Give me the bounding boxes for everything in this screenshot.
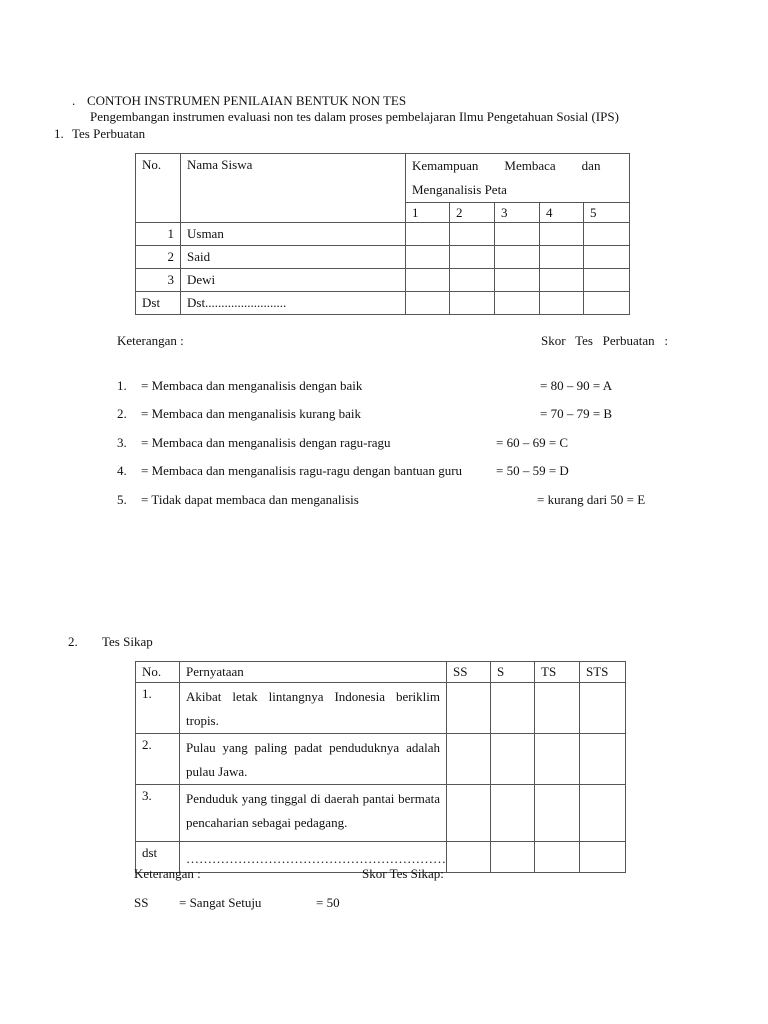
table-row [136, 734, 626, 785]
col-statement-header: Pernyataan [180, 662, 447, 683]
student-name: Dewi [181, 269, 406, 292]
legend1-num-1: 1. [117, 378, 127, 393]
score-cell[interactable] [406, 269, 450, 292]
legend1-score-5: = kurang dari 50 = E [537, 492, 646, 507]
table-row [136, 269, 630, 292]
document-title: CONTOH INSTRUMEN PENILAIAN BENTUK NON TES [87, 93, 407, 108]
score-cell[interactable] [495, 223, 540, 246]
table-header-row [136, 154, 630, 203]
answer-cell[interactable] [447, 683, 491, 734]
col-ss-header: SS [447, 662, 491, 683]
col-s-header: S [491, 662, 535, 683]
legend1-text-2: = Membaca dan menganalisis kurang baik [141, 406, 361, 421]
legend1-score-4: = 50 – 59 = D [496, 463, 569, 478]
legend1-num-5: 5. [117, 492, 127, 507]
legend1-num-3: 3. [117, 435, 127, 450]
score-header-2: 2 [450, 203, 495, 223]
col-no-header: No. [136, 662, 180, 683]
student-name: Usman [181, 223, 406, 246]
statement-text: Akibat letak lintangnya Indonesia beriklim tropis. [180, 683, 447, 734]
table-row [136, 292, 630, 315]
score-cell[interactable] [540, 269, 584, 292]
legend2-value: = 50 [316, 895, 340, 910]
statement-text: Pulau yang paling padat penduduknya adalah pulau Jawa. [180, 734, 447, 785]
answer-cell[interactable] [491, 785, 535, 842]
col-skill-line2: Menganalisis Peta [412, 182, 507, 197]
row-number: 1 [136, 223, 181, 246]
score1-label: Skor Tes Perbuatan : [541, 333, 669, 348]
answer-cell[interactable] [580, 842, 626, 873]
answer-cell[interactable] [580, 785, 626, 842]
table-header-row [136, 662, 626, 683]
score-cell[interactable] [540, 223, 584, 246]
answer-cell[interactable] [535, 842, 580, 873]
table-row [136, 683, 626, 734]
row-number: 2. [136, 734, 180, 785]
col-ts-header: TS [535, 662, 580, 683]
table-row [136, 223, 630, 246]
score-cell[interactable] [495, 246, 540, 269]
score-cell[interactable] [406, 223, 450, 246]
score2-label: Skor Tes Sikap: [362, 866, 444, 881]
legend1-text-4: = Membaca dan menganalisis ragu-ragu dengan bantuan guru [141, 463, 463, 478]
col-sts-header: STS [580, 662, 626, 683]
legend1-text-3: = Membaca dan menganalisis dengan ragu-ragu [141, 435, 391, 450]
row-number: 3 [136, 269, 181, 292]
score-cell[interactable] [450, 269, 495, 292]
legend1-label: Keterangan : [117, 333, 184, 348]
answer-cell[interactable] [535, 683, 580, 734]
title-bullet: . [72, 93, 76, 108]
legend1-score-3: = 60 – 69 = C [496, 435, 569, 450]
row-number: 1. [136, 683, 180, 734]
legend1-num-4: 4. [117, 463, 127, 478]
score-cell[interactable] [406, 246, 450, 269]
score-header-3: 3 [495, 203, 540, 223]
answer-cell[interactable] [491, 734, 535, 785]
answer-cell[interactable] [447, 734, 491, 785]
legend1-score-1: = 80 – 90 = A [540, 378, 613, 393]
legend2-text: = Sangat Setuju [179, 895, 262, 910]
answer-cell[interactable] [491, 683, 535, 734]
answer-cell[interactable] [535, 734, 580, 785]
row-number: dst [136, 842, 180, 873]
answer-cell[interactable] [580, 683, 626, 734]
row-number: 2 [136, 246, 181, 269]
student-name: Dst......................... [181, 292, 406, 315]
score-header-5: 5 [584, 203, 630, 223]
score-cell[interactable] [584, 223, 630, 246]
col-no-header: No. [136, 154, 181, 223]
legend1-text-1: = Membaca dan menganalisis dengan baik [141, 378, 363, 393]
score-cell[interactable] [584, 292, 630, 315]
score-cell[interactable] [495, 292, 540, 315]
score-cell[interactable] [540, 246, 584, 269]
answer-cell[interactable] [580, 734, 626, 785]
score-cell[interactable] [406, 292, 450, 315]
score-header-4: 4 [540, 203, 584, 223]
row-number: Dst [136, 292, 181, 315]
document-subtitle: Pengembangan instrumen evaluasi non tes dalam proses pembelajaran Ilmu Pengetahuan Sosial (IPS) [90, 109, 619, 124]
tes-sikap-table [135, 661, 626, 873]
score-cell[interactable] [584, 269, 630, 292]
legend1-num-2: 2. [117, 406, 127, 421]
legend2-label: Keterangan : [134, 866, 201, 881]
legend1-text-5: = Tidak dapat membaca dan menganalisis [141, 492, 359, 507]
col-name-header: Nama Siswa [181, 154, 406, 223]
score-cell[interactable] [450, 246, 495, 269]
answer-cell[interactable] [491, 842, 535, 873]
answer-cell[interactable] [447, 785, 491, 842]
row-number: 3. [136, 785, 180, 842]
legend1-score-2: = 70 – 79 = B [540, 406, 613, 421]
answer-cell[interactable] [535, 785, 580, 842]
score-cell[interactable] [450, 292, 495, 315]
col-skill-line1: Kemampuan Membaca dan [412, 158, 601, 173]
section2-number: 2. [68, 634, 78, 649]
section2-heading: Tes Sikap [102, 634, 153, 649]
legend2-code: SS [134, 895, 149, 910]
score-header-1: 1 [406, 203, 450, 223]
tes-perbuatan-table [135, 153, 630, 315]
answer-cell[interactable] [447, 842, 491, 873]
table-row [136, 246, 630, 269]
table-row [136, 785, 626, 842]
section1-number: 1. [54, 126, 64, 141]
col-skill-header [406, 154, 630, 203]
statement-text: …………………………………………………… [180, 842, 447, 873]
student-name: Said [181, 246, 406, 269]
score-cell[interactable] [540, 292, 584, 315]
section1-heading: Tes Perbuatan [72, 126, 146, 141]
score-cell[interactable] [584, 246, 630, 269]
statement-text: Penduduk yang tinggal di daerah pantai bermata pencaharian sebagai pedagang. [180, 785, 447, 842]
score-cell[interactable] [495, 269, 540, 292]
score-cell[interactable] [450, 223, 495, 246]
